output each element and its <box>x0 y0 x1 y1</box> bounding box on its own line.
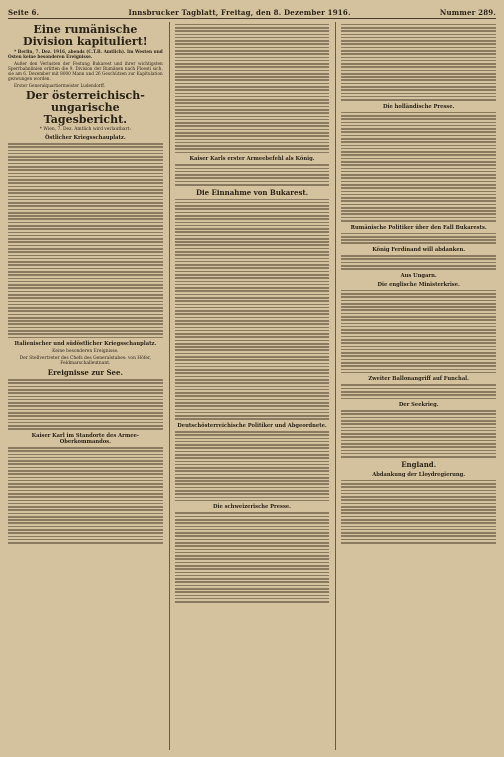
dateline-vienna: * Wien, 7. Dez. Amtlich wird verlautbart: <box>39 127 131 132</box>
article-text <box>341 233 496 244</box>
heading-government-resignation: Abdankung der Lloydregierung. <box>372 471 466 478</box>
heading-naval-war: Der Seekrieg. <box>398 402 439 409</box>
heading-kaiser-order: Kaiser Karls erster Armeebefehl als König. <box>189 156 315 163</box>
article-text <box>341 24 496 101</box>
heading-bucharest: Die Einnahme von Bukarest. <box>195 187 309 197</box>
article-text <box>341 410 496 458</box>
heading-swiss-press: Die schweizerische Presse. <box>213 504 291 511</box>
article-text <box>341 112 496 222</box>
article-text <box>8 447 163 544</box>
article-text <box>8 379 163 430</box>
headline-austrian-report: Der österreichisch-ungarische Tagesbericht. <box>25 89 145 126</box>
heading-english-crisis: Die englische Ministerkrise. <box>377 281 460 288</box>
masthead: Innsbrucker Tagblatt, Freitag, den 8. Dezember 1916. <box>128 7 351 17</box>
heading-politicians: Deutschösterreichische Politiker und Abgeordnete. <box>177 422 327 429</box>
columns <box>8 22 496 750</box>
article-text <box>175 512 330 602</box>
heading-funchal: Zweiter Ballonangriff auf Funchal. <box>368 376 469 383</box>
italian-front-text: Keine besonderen Ereignisse. <box>52 349 119 355</box>
article-text <box>175 24 330 154</box>
heading-king-ferdinand: König Ferdinand will abdanken. <box>372 247 466 254</box>
heading-hungary: Aus Ungarn. <box>400 272 437 279</box>
signature-hoefer: Der Stellvertreter des Chefs des Generalstabes: von Höfer, Feldmarschalleutnant. <box>19 356 151 367</box>
page-number: Seite 6. <box>8 7 40 17</box>
report-signature: Erster Generalquartiermeister Ludendorff. <box>14 83 106 88</box>
report-body: Außer den Verlusten der Festung Bukarest und ihrer wichtigsten Sperrbahnlinien erlitten die 9. Division der Rumänen nach Ploesti sich, sie am 6. Dezember mit 8000 Mann und 26 Geschützen zur Kapitulation gezwungen worden. <box>8 61 163 81</box>
article-text <box>8 143 163 338</box>
page-header <box>8 6 496 19</box>
heading-romanian-politicians: Rumänische Politiker über den Fall Bukarests. <box>350 224 487 231</box>
heading-sea-events: Ereignisse zur See. <box>47 368 123 378</box>
heading-emperor-karl: Kaiser Karl im Standorte des Armee-Oberkommandos. <box>31 433 140 445</box>
column-3 <box>335 22 496 750</box>
issue-number: Nummer 289. <box>439 7 496 17</box>
report-berlin: * Berlin, 7. Dez. 1916, abends (C.T.B. Amtlich). Im Westen und Osten keine besonderen Ereignisse. <box>8 49 163 59</box>
headline-division: Eine rumänische Division kapituliert! <box>23 23 148 48</box>
heading-eastern-front: Östlicher Kriegsschauplatz. <box>44 135 126 141</box>
article-text <box>341 384 496 399</box>
article-text <box>341 480 496 544</box>
column-2 <box>169 22 330 750</box>
article-text <box>341 290 496 374</box>
article-text <box>341 255 496 270</box>
heading-italian-front: Italienischer und südöstlicher Kriegsschauplatz. <box>14 341 157 348</box>
article-text <box>175 199 330 420</box>
column-1 <box>8 22 163 750</box>
heading-dutch-press: Die holländische Presse. <box>383 103 455 110</box>
article-text <box>175 164 330 185</box>
heading-england: England. <box>401 459 437 469</box>
article-text <box>175 431 330 502</box>
